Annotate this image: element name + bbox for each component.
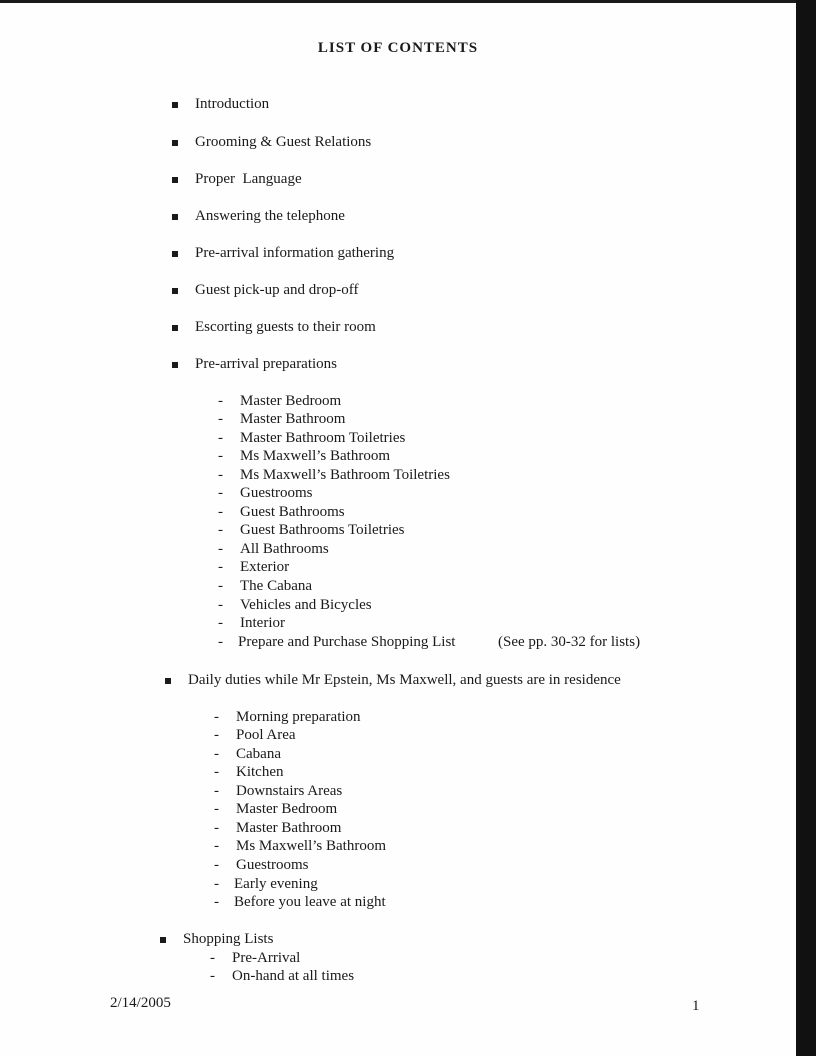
bullet-icon — [172, 325, 178, 331]
sub-item: Master Bathroom — [236, 820, 342, 836]
footer-date: 2/14/2005 — [110, 995, 171, 1011]
sub-item: Master Bathroom — [240, 411, 346, 427]
page-title: LIST OF CONTENTS — [317, 40, 479, 56]
toc-item-daily-duties: Daily duties while Mr Epstein, Ms Maxwell, and guests are in residence — [188, 672, 621, 688]
sub-item: Guestrooms — [240, 485, 313, 501]
top-border — [0, 0, 796, 3]
bullet-icon — [172, 214, 178, 220]
dash-icon: - — [218, 467, 223, 483]
dash-icon: - — [214, 764, 219, 780]
toc-item-escorting: Escorting guests to their room — [195, 319, 376, 335]
sub-item: Cabana — [236, 746, 281, 762]
bullet-icon — [172, 251, 178, 257]
dash-icon: - — [210, 968, 215, 984]
dash-icon: - — [218, 448, 223, 464]
dash-icon: - — [218, 430, 223, 446]
page-number: 1 — [692, 998, 700, 1014]
dash-icon: - — [214, 857, 219, 873]
sub-item: Guestrooms — [236, 857, 309, 873]
toc-item-telephone: Answering the telephone — [195, 208, 345, 224]
sub-item: Exterior — [240, 559, 290, 575]
toc-item-pickup: Guest pick-up and drop-off — [195, 282, 359, 298]
bullet-icon — [172, 362, 178, 368]
scan-edge-border — [796, 0, 816, 1056]
dash-icon: - — [218, 578, 223, 594]
dash-icon: - — [218, 541, 223, 557]
sub-item: Interior — [240, 615, 285, 631]
sub-item: All Bathrooms — [240, 541, 329, 557]
bullet-icon — [172, 288, 178, 294]
toc-item-shopping-lists: Shopping Lists — [183, 931, 274, 947]
bullet-icon — [172, 177, 178, 183]
sub-item: Master Bedroom — [240, 393, 342, 409]
bullet-icon — [160, 937, 166, 943]
page-reference-note: (See pp. 30-32 for lists) — [498, 634, 641, 650]
sub-item: Ms Maxwell’s Bathroom Toiletries — [240, 467, 450, 483]
toc-item-info-gathering: Pre-arrival information gathering — [195, 245, 395, 261]
sub-item: Downstairs Areas — [236, 783, 343, 799]
bullet-icon — [165, 678, 171, 684]
sub-item: Early evening — [234, 876, 318, 892]
sub-item: Vehicles and Bicycles — [240, 597, 372, 613]
sub-item: Morning preparation — [236, 709, 361, 725]
sub-item: Ms Maxwell’s Bathroom — [236, 838, 386, 854]
sub-item: Pre-Arrival — [232, 950, 301, 966]
dash-icon: - — [214, 709, 219, 725]
dash-icon: - — [218, 597, 223, 613]
dash-icon: - — [218, 411, 223, 427]
sub-item: Master Bedroom — [236, 801, 338, 817]
toc-item-introduction: Introduction — [195, 96, 270, 112]
dash-icon: - — [214, 727, 219, 743]
dash-icon: - — [218, 504, 223, 520]
dash-icon: - — [218, 522, 223, 538]
dash-icon: - — [210, 950, 215, 966]
sub-item: Ms Maxwell’s Bathroom — [240, 448, 390, 464]
dash-icon: - — [214, 820, 219, 836]
dash-icon: - — [214, 801, 219, 817]
dash-icon: - — [214, 838, 219, 854]
sub-item: Guest Bathrooms Toiletries — [240, 522, 405, 538]
dash-icon: - — [218, 485, 223, 501]
sub-item: Master Bathroom Toiletries — [240, 430, 406, 446]
dash-icon: - — [218, 615, 223, 631]
sub-item: On-hand at all times — [232, 968, 355, 984]
dash-icon: - — [214, 783, 219, 799]
sub-item: Pool Area — [236, 727, 296, 743]
toc-item-pre-arrival: Pre-arrival preparations — [195, 356, 338, 372]
dash-icon: - — [218, 559, 223, 575]
sub-item: The Cabana — [240, 578, 313, 594]
toc-item-grooming: Grooming & Guest Relations — [195, 134, 372, 150]
sub-item: Guest Bathrooms — [240, 504, 345, 520]
bullet-icon — [172, 102, 178, 108]
bullet-icon — [172, 140, 178, 146]
toc-item-language: Proper Language — [195, 171, 302, 187]
dash-icon: - — [218, 634, 223, 650]
sub-item: Kitchen — [236, 764, 284, 780]
sub-item: Prepare and Purchase Shopping List — [238, 634, 456, 650]
sub-item: Before you leave at night — [234, 894, 386, 910]
dash-icon: - — [214, 876, 219, 892]
dash-icon: - — [214, 894, 219, 910]
dash-icon: - — [214, 746, 219, 762]
dash-icon: - — [218, 393, 223, 409]
